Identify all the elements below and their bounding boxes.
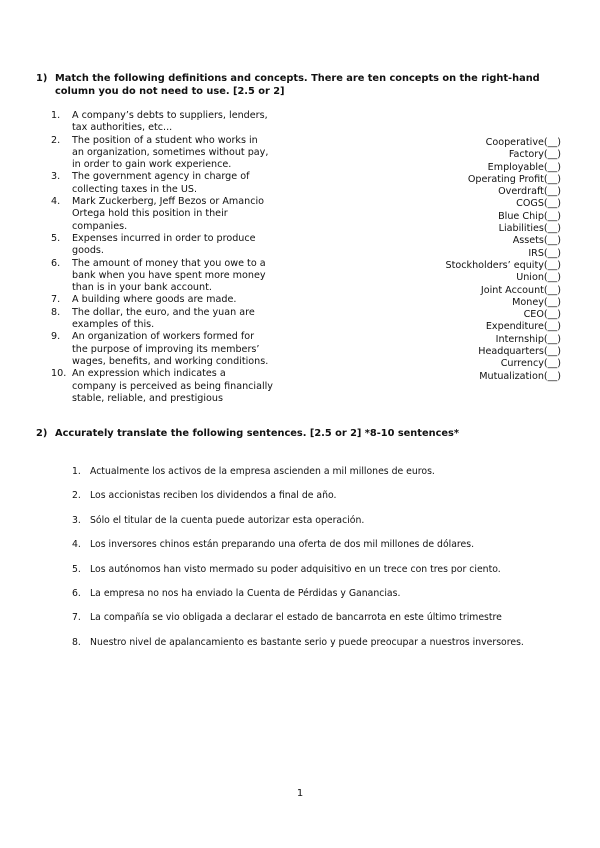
definition-line: collecting taxes in the US. [72, 183, 198, 195]
sentence-item [72, 611, 572, 635]
concept-item: Operating Profit(__) [467, 173, 561, 185]
sentence-number: 1. [72, 466, 81, 477]
sentence-text: Los inversores chinos están preparando una oferta de dos mil millones de dólares. [90, 539, 475, 551]
concept-item: Union(__) [516, 272, 561, 284]
definition-line: The amount of money that you owe to a [72, 257, 266, 269]
definition-line: company is perceived as being financially [72, 380, 273, 392]
page-number: 1 [296, 788, 304, 799]
definition-line: in order to gain work experience. [72, 159, 232, 171]
sentence-number: 7. [72, 612, 81, 624]
question-2-number: 2) [36, 428, 48, 439]
concept-item: Stockholders’ equity(__) [445, 259, 561, 271]
definition-line: A building where goods are made. [72, 294, 237, 306]
definition-line: Ortega hold this position in their [72, 208, 228, 220]
definition-item [51, 110, 291, 135]
concept-item: CEO(__) [523, 309, 561, 321]
definition-item [51, 294, 291, 306]
definition-line: A company’s debts to suppliers, lenders, [72, 110, 268, 121]
definition-item [51, 196, 291, 233]
sentence-item [72, 465, 572, 489]
definition-number: 8. [51, 306, 61, 318]
definition-number: 7. [51, 294, 61, 306]
concept-item: Money(__) [512, 296, 561, 308]
sentence-number: 8. [72, 636, 81, 648]
concept-item: Blue Chip(__) [498, 210, 561, 222]
sentence-text: Los accionistas reciben los dividendos a final de año. [90, 490, 337, 502]
concept-item: Mutualization(__) [479, 370, 561, 382]
concept-item: Headquarters(__) [478, 346, 561, 358]
concept-item: COGS(__) [516, 198, 561, 210]
definition-number: 5. [51, 232, 61, 244]
sentence-text: Los autónomos han visto mermado su poder adquisitivo en un trece con tres por ciento. [90, 563, 501, 575]
sentence-item [72, 538, 572, 562]
sentence-item [72, 514, 572, 538]
definition-item [51, 331, 291, 368]
sentence-number: 4. [72, 539, 81, 551]
definition-number: 9. [51, 331, 61, 343]
concept-item: Overdraft(__) [498, 186, 561, 198]
definition-line: An organization of workers formed for [72, 331, 255, 343]
sentence-text: Actualmente los activos de la empresa ascienden a mil millones de euros. [90, 466, 435, 477]
sentence-item [72, 489, 572, 513]
definition-line: companies. [72, 220, 128, 232]
sentence-item [72, 587, 572, 611]
sentences-list [72, 465, 572, 660]
concept-item: Factory(__) [508, 149, 561, 161]
definition-number: 1. [51, 110, 61, 121]
definition-line: tax authorities, etc... [72, 122, 173, 134]
question-1-number: 1) [36, 73, 48, 84]
definition-item [51, 171, 291, 196]
definition-line: an organization, sometimes without pay, [72, 146, 269, 158]
concept-item: Internship(__) [495, 333, 561, 345]
concept-item: Employable(__) [487, 161, 561, 173]
definition-line: wages, benefits, and working conditions. [72, 355, 269, 367]
definition-item [51, 307, 291, 332]
sentence-number: 6. [72, 587, 81, 599]
concept-item: Currency(__) [500, 358, 561, 370]
sentence-number: 2. [72, 490, 81, 502]
sentence-item [72, 636, 572, 660]
definition-line: stable, reliable, and prestigious [72, 392, 223, 404]
definition-line: Expenses incurred in order to produce [72, 232, 256, 244]
definition-number: 4. [51, 196, 61, 208]
sentence-text: La compañía se vio obligada a declarar el estado de bancarrota en este último trimestre [90, 612, 502, 624]
concept-item: Expenditure(__) [485, 321, 561, 333]
sentence-text: Nuestro nivel de apalancamiento es bastante serio y puede preocupar a nuestros inversores. [90, 636, 524, 648]
definition-item [51, 258, 291, 295]
sentence-number: 3. [72, 514, 81, 526]
sentence-text: La empresa no nos ha enviado la Cuenta de Pérdidas y Ganancias. [90, 587, 401, 599]
definition-item [51, 368, 291, 405]
definition-line: An expression which indicates a [72, 368, 226, 380]
concept-item: IRS(__) [528, 247, 561, 259]
definition-line: The dollar, the euro, and the yuan are [72, 306, 255, 318]
question-2-text: Accurately translate the following sentences. [2.5 or 2] *8-10 sentences* [55, 428, 459, 439]
concept-item: Joint Account(__) [480, 284, 561, 296]
definition-number: 10. [51, 368, 67, 380]
definition-number: 6. [51, 257, 61, 269]
sentence-item [72, 563, 572, 587]
sentence-number: 5. [72, 563, 81, 575]
definition-line: Mark Zuckerberg, Jeff Bezos or Amancio [72, 196, 265, 208]
definition-number: 2. [51, 134, 61, 146]
concept-item: Assets(__) [512, 235, 561, 247]
definition-line: bank when you have spent more money [72, 269, 266, 281]
concept-item: Cooperative(__) [485, 137, 561, 148]
definition-line: than is in your bank account. [72, 282, 212, 294]
concept-item: Liabilities(__) [498, 223, 561, 235]
definition-line: goods. [72, 245, 104, 257]
definition-line: The position of a student who works in [72, 134, 258, 146]
sentence-text: Sólo el titular de la cuenta puede autorizar esta operación. [90, 514, 365, 526]
definition-item [51, 135, 291, 172]
concepts-list [446, 137, 561, 383]
definition-number: 3. [51, 171, 61, 183]
definition-line: The government agency in charge of [72, 171, 250, 183]
definitions-list [51, 110, 291, 405]
definition-item [51, 233, 291, 258]
definition-line: the purpose of improving its members’ [72, 343, 260, 355]
definition-line: examples of this. [72, 319, 155, 331]
question-1-text: Match the following definitions and concepts. There are ten concepts on the right-hand column you do not need to use. [2.5 or 2] [55, 73, 540, 97]
